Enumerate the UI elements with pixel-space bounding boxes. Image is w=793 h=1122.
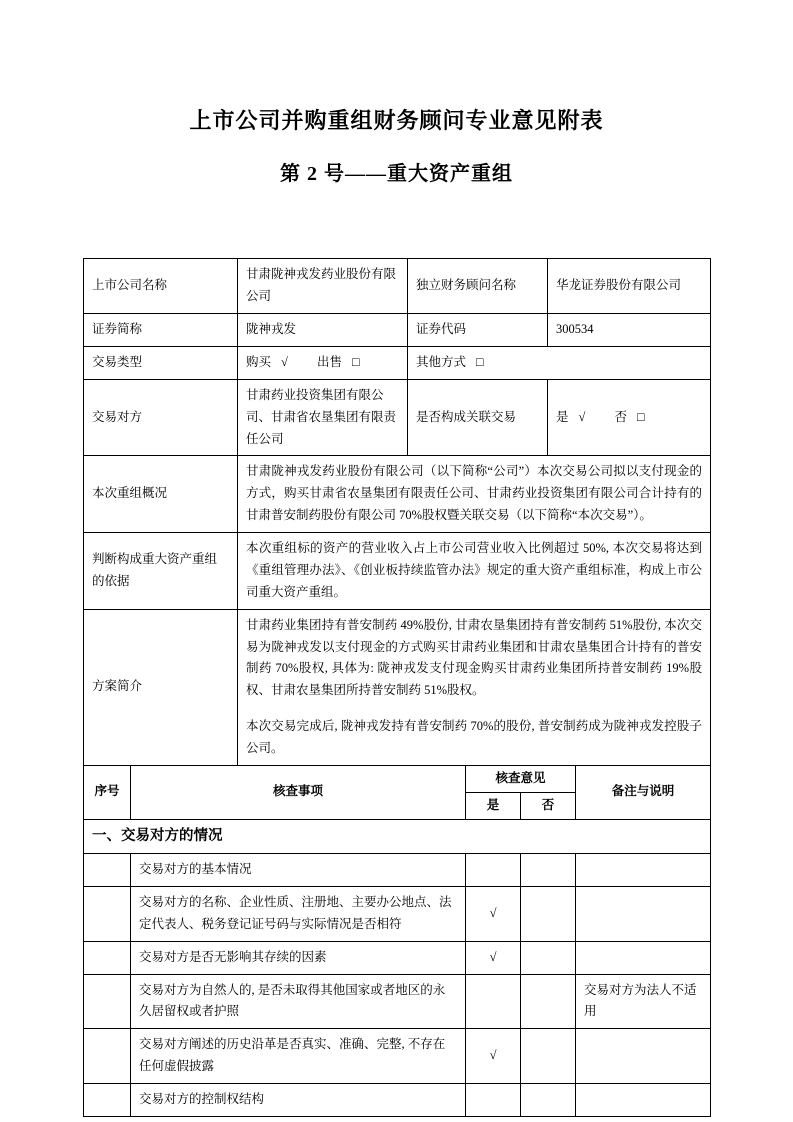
row-number [84, 974, 131, 1029]
info-table [83, 258, 711, 766]
plan-summary-value [238, 609, 711, 765]
table-row [84, 941, 711, 974]
buy-checkmark: √ [281, 354, 288, 369]
row-item: 交易对方为自然人的, 是否未取得其他国家或者地区的永久居留权或者护照 [131, 974, 466, 1029]
row-yes-mark: √ [466, 1029, 521, 1084]
checklist-table [83, 765, 711, 1117]
plan-paragraph-2: 本次交易完成后, 陇神戎发持有普安制药 70%的股份, 普安制药成为陇神戎发控股子公司。 [246, 719, 702, 755]
row-no-mark [521, 854, 576, 887]
row-remark [576, 854, 711, 887]
transaction-type-label: 交易类型 [84, 346, 238, 379]
related-transaction-value [548, 379, 711, 456]
sell-option-label: 出售 [317, 354, 343, 369]
row-number [84, 1084, 131, 1117]
row-no-mark [521, 941, 576, 974]
ticker-value: 陇神戎发 [238, 314, 408, 347]
header-yes: 是 [466, 792, 521, 819]
major-asset-basis-value: 本次重组标的资产的营业收入占上市公司营业收入比例超过 50%, 本次交易将达到《重组管理办法》、《创业板持续监管办法》规定的重大资产重组标准，构成上市公司重大资产重组。 [238, 533, 711, 610]
other-checkbox: □ [476, 354, 484, 369]
related-yes-checkmark: √ [578, 409, 586, 424]
related-no-label: 否 [614, 409, 628, 424]
page-subtitle: 第 2 号——重大资产重组 [280, 163, 513, 185]
row-number [84, 941, 131, 974]
page-title: 上市公司并购重组财务顾问专业意见附表 [189, 108, 604, 133]
restructuring-overview-value: 甘肃陇神戎发药业股份有限公司（以下简称“公司”）本次交易公司拟以支付现金的方式，购买甘肃省农垦集团有限责任公司、甘肃药业投资集团有限公司合计持有的甘肃普安制药股份有限公司 70%股权暨关联交易（以下简称“本次交易”）。 [238, 456, 711, 533]
row-yes-mark: √ [466, 941, 521, 974]
row-no-mark [521, 974, 576, 1029]
other-option-label: 其他方式 [416, 354, 467, 369]
header-no: 序号 [84, 765, 131, 819]
company-name-value: 甘肃陇神戎发药业股份有限公司 [238, 259, 408, 314]
advisor-name-value: 华龙证券股份有限公司 [548, 259, 711, 314]
ticker-label: 证券简称 [84, 314, 238, 347]
header-remark: 备注与说明 [576, 765, 711, 819]
section-heading-counterparty: 一、交易对方的情况 [84, 819, 711, 853]
header-opinion: 核查意见 [466, 765, 576, 792]
stock-code-value: 300534 [548, 314, 711, 347]
related-transaction-label: 是否构成关联交易 [408, 379, 548, 456]
row-yes-mark: √ [466, 886, 521, 941]
related-no-checkbox: □ [637, 409, 645, 424]
row-no-mark [521, 1084, 576, 1117]
row-remark [576, 886, 711, 941]
row-item: 交易对方的基本情况 [131, 854, 466, 887]
transaction-type-other [408, 346, 711, 379]
row-remark [576, 1084, 711, 1117]
row-number [84, 854, 131, 887]
row-remark [576, 1029, 711, 1084]
table-row [84, 1029, 711, 1084]
row-yes-mark [466, 974, 521, 1029]
table-row [84, 974, 711, 1029]
transaction-type-buy-sell [238, 346, 408, 379]
form-table [83, 258, 710, 1117]
counterparty-label: 交易对方 [84, 379, 238, 456]
related-yes-label: 是 [556, 409, 569, 424]
counterparty-value: 甘肃药业投资集团有限公司、甘肃省农垦集团有限责任公司 [238, 379, 408, 456]
row-item: 交易对方是否无影响其存续的因素 [131, 941, 466, 974]
table-row [84, 1084, 711, 1117]
sell-checkbox: □ [352, 354, 360, 369]
buy-option-label: 购买 [246, 354, 272, 369]
header-item: 核查事项 [131, 765, 466, 819]
row-item: 交易对方的名称、企业性质、注册地、主要办公地点、法定代表人、税务登记证号码与实际情况是否相符 [131, 886, 466, 941]
plan-paragraph-1: 甘肃药业集团持有普安制药 49%股份, 甘肃农垦集团持有普安制药 51%股份, 本次交易为陇神戎发以支付现金的方式购买甘肃药业集团和甘肃农垦集团合计持有的普安制药 70%股权, 具体为: 陇神戎发支付现金购买甘肃药业集团所持普安制药 19%股权、甘肃农垦集团所持普安制药 51%股权。 [246, 617, 702, 698]
row-number [84, 1029, 131, 1084]
table-row [84, 886, 711, 941]
header-no-col: 否 [521, 792, 576, 819]
company-name-label: 上市公司名称 [84, 259, 238, 314]
major-asset-basis-label: 判断构成重大资产重组的依据 [84, 533, 238, 610]
row-yes-mark [466, 854, 521, 887]
row-item: 交易对方阐述的历史沿革是否真实、准确、完整, 不存在任何虚假披露 [131, 1029, 466, 1084]
row-number [84, 886, 131, 941]
advisor-name-label: 独立财务顾问名称 [408, 259, 548, 314]
row-remark [576, 941, 711, 974]
row-no-mark [521, 1029, 576, 1084]
row-no-mark [521, 886, 576, 941]
row-yes-mark [466, 1084, 521, 1117]
stock-code-label: 证券代码 [408, 314, 548, 347]
restructuring-overview-label: 本次重组概况 [84, 456, 238, 533]
row-item: 交易对方的控制权结构 [131, 1084, 466, 1117]
plan-summary-label: 方案简介 [84, 609, 238, 765]
table-row [84, 854, 711, 887]
row-remark: 交易对方为法人不适用 [576, 974, 711, 1029]
